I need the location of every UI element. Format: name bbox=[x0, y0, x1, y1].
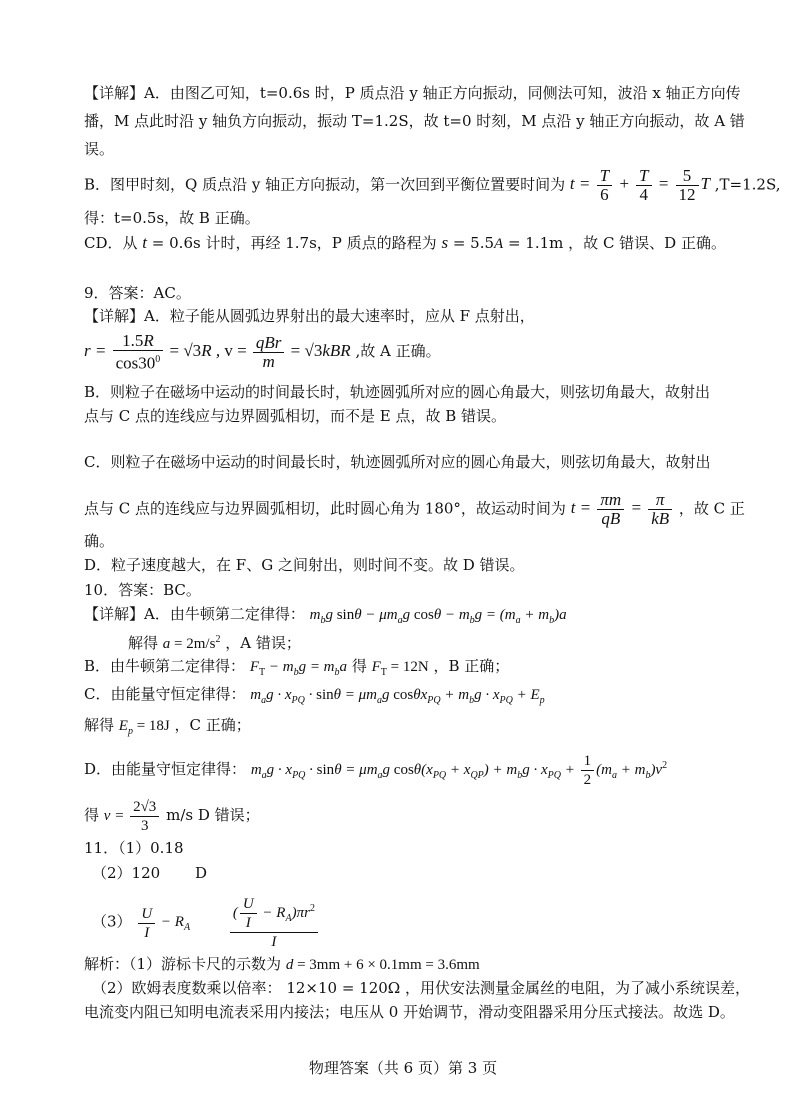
page-footer: 物理答案（共 6 页）第 3 页 bbox=[308, 1059, 498, 1077]
text-segment: m/s D 错误； bbox=[166, 805, 260, 824]
text-segment: （2）欧姆表度数乘以倍率： bbox=[92, 979, 282, 997]
text-line bbox=[84, 798, 260, 835]
text-line bbox=[92, 978, 750, 998]
formula: 12×10 = 120Ω bbox=[286, 979, 401, 997]
text-line: B．则粒子在磁场中运动的时间最长时，轨迹圆弧所对应的圆心角最大，则弦切角最大，故射出 bbox=[84, 383, 711, 401]
text-line: 确。 bbox=[84, 532, 115, 550]
text-line bbox=[84, 656, 509, 683]
formula: t bbox=[142, 233, 148, 252]
text-segment: B．由牛顿第二定律得： bbox=[84, 657, 246, 675]
text-segment: 点与 C 点的连线应与边界圆弧相切，此时圆心角为 180°，故运动时间为 bbox=[84, 499, 566, 518]
text-line bbox=[84, 715, 251, 742]
text-line: 【详解】A．粒子能从圆弧边界射出的最大速率时，应从 F 点射出， bbox=[84, 307, 535, 325]
formula: $F_T - m_bg = m_ba$ bbox=[249, 659, 348, 678]
text-line bbox=[84, 684, 545, 711]
text-segment: B．图甲时刻，Q 质点沿 y 轴正方向振动，第一次回到平衡位置要时间为 bbox=[84, 175, 566, 194]
text-segment: D bbox=[194, 864, 207, 882]
formula: $\frac{U}{I}$ − $R_A$ bbox=[136, 914, 194, 930]
text-segment: 得 bbox=[351, 657, 367, 675]
text-line: 电流变内阻已知明电流表采用内接法；电压从 0 开始调节，滑动变阻器采用分压式接法。故选 D。 bbox=[84, 1003, 735, 1021]
text-line: 误。 bbox=[84, 140, 115, 158]
text-segment: 解得 bbox=[128, 634, 159, 652]
formula: t = $\frac{\pi m}{qB}$ = $\frac{\pi}{kB}$ bbox=[571, 498, 674, 517]
text-line bbox=[84, 604, 567, 631]
text-segment: CD．从 bbox=[84, 234, 138, 252]
text-line: 11．（1）0.18 bbox=[84, 839, 184, 857]
text-segment: C．由能量守恒定律得： bbox=[84, 685, 246, 703]
text-line bbox=[92, 895, 320, 951]
formula: $m_ag \cdot x_{PQ} \cdot \sin\theta = \mu m_ag$ $\cos\theta x_{PQ} + m_bg \cdot x_{PQ} + E_p$ bbox=[250, 687, 545, 706]
formula: $E_p = 18J$ bbox=[118, 718, 170, 737]
formula: r = $\frac{1.5R}{\cos 30^0}$ = √3R , v = $\frac{\text{qBr}}{m}$ = √3kBR bbox=[84, 331, 351, 373]
text-segment: ，B 正确； bbox=[433, 657, 510, 675]
text-line: 播，M 点此时沿 y 轴负方向振动，振动 T=1.2S，故 t=0 时刻，M 点沿 y 轴正方向振动，故 A 错 bbox=[84, 112, 745, 130]
text-segment: 得 bbox=[84, 805, 100, 824]
text-line: C．则粒子在磁场中运动的时间最长时，轨迹圆弧所对应的圆心角最大，则弦切角最大，故射出 bbox=[84, 453, 711, 471]
formula: $m_ag \cdot x_{PQ} \cdot \sin\theta = \mu m_ag$ $\cos\theta(x_{PQ} + x_{QP}) + m_bg \cdot x_{PQ}$ + $\frac{1}{2}$ $(m_a + m_b)v^2$ bbox=[250, 753, 668, 788]
text-segment: ，故 C 正 bbox=[678, 499, 745, 518]
text-segment: ，故 C 错误、D 正确。 bbox=[568, 234, 726, 252]
formula: $a = 2m/s^2$ bbox=[162, 634, 221, 652]
text-segment: ，C 正确； bbox=[174, 716, 251, 734]
text-line: 得：t=0.5s，故 B 正确。 bbox=[84, 209, 260, 227]
text-line: 9．答案：AC。 bbox=[84, 284, 191, 302]
text-line bbox=[92, 863, 207, 883]
text-segment: D．由能量守恒定律得： bbox=[84, 759, 247, 778]
formula: v = $\frac{2√3}{3}$ bbox=[104, 808, 162, 824]
text-line: 【详解】A．由图乙可知，t=0.6s 时，P 质点沿 y 轴正方向振动，同侧法可知，波沿 x 轴正方向传 bbox=[84, 84, 741, 102]
formula: $F_T = 12N$ bbox=[371, 659, 429, 678]
text-segment: ，用伏安法测量金属丝的电阻，为了减小系统误差， bbox=[405, 979, 751, 997]
formula: ( $\frac{U}{I}$ − $R_A)\pi r^2$ I bbox=[228, 914, 320, 930]
text-line: 点与 C 点的连线应与边界圆弧相切，而不是 E 点，故 B 错误。 bbox=[84, 407, 507, 425]
text-segment: 计时，再经 1.7s，P 质点的路程为 bbox=[205, 234, 437, 252]
formula: s bbox=[441, 233, 449, 252]
text-line: 10．答案：BC。 bbox=[84, 581, 201, 599]
text-segment: ,T=1.2S, bbox=[714, 175, 781, 194]
text-segment: （2）120 bbox=[92, 864, 161, 882]
text-line bbox=[84, 954, 480, 975]
text-segment: 解得 bbox=[84, 716, 115, 734]
text-line: D．粒子速度越大，在 F、G 之间射出，则时间不变。故 D 错误。 bbox=[84, 556, 525, 574]
text-line bbox=[84, 491, 745, 528]
text-segment: （3） bbox=[92, 912, 132, 931]
text-line bbox=[84, 332, 441, 373]
text-segment: ，A 错误； bbox=[225, 634, 301, 652]
text-line bbox=[84, 752, 667, 789]
formula: t = $\frac{T}{6}$ + $\frac{T}{4}$ = $\frac{5}{12}$ T bbox=[569, 166, 710, 204]
text-segment: 解析：（1）游标卡尺的示数为 bbox=[84, 955, 282, 973]
text-line bbox=[128, 630, 301, 654]
text-segment: ,故 A 正确。 bbox=[355, 342, 441, 361]
text-line: CD．从 t = 0.6s 计时，再经 1.7s，P 质点的路程为 s = 5.5A = 1.1m ，故 C 错误、D 正确。 bbox=[84, 233, 726, 252]
text-line bbox=[84, 167, 780, 204]
formula: $m_bg$ $\sin\theta - \mu m_ag$ $\cos\theta - m_bg = (m_a + m_b)a$ bbox=[309, 607, 567, 626]
text-segment: 【详解】A．由牛顿第二定律得： bbox=[84, 605, 305, 623]
formula: d = 3mm + 6 × 0.1mm = 3.6mm bbox=[285, 957, 480, 973]
